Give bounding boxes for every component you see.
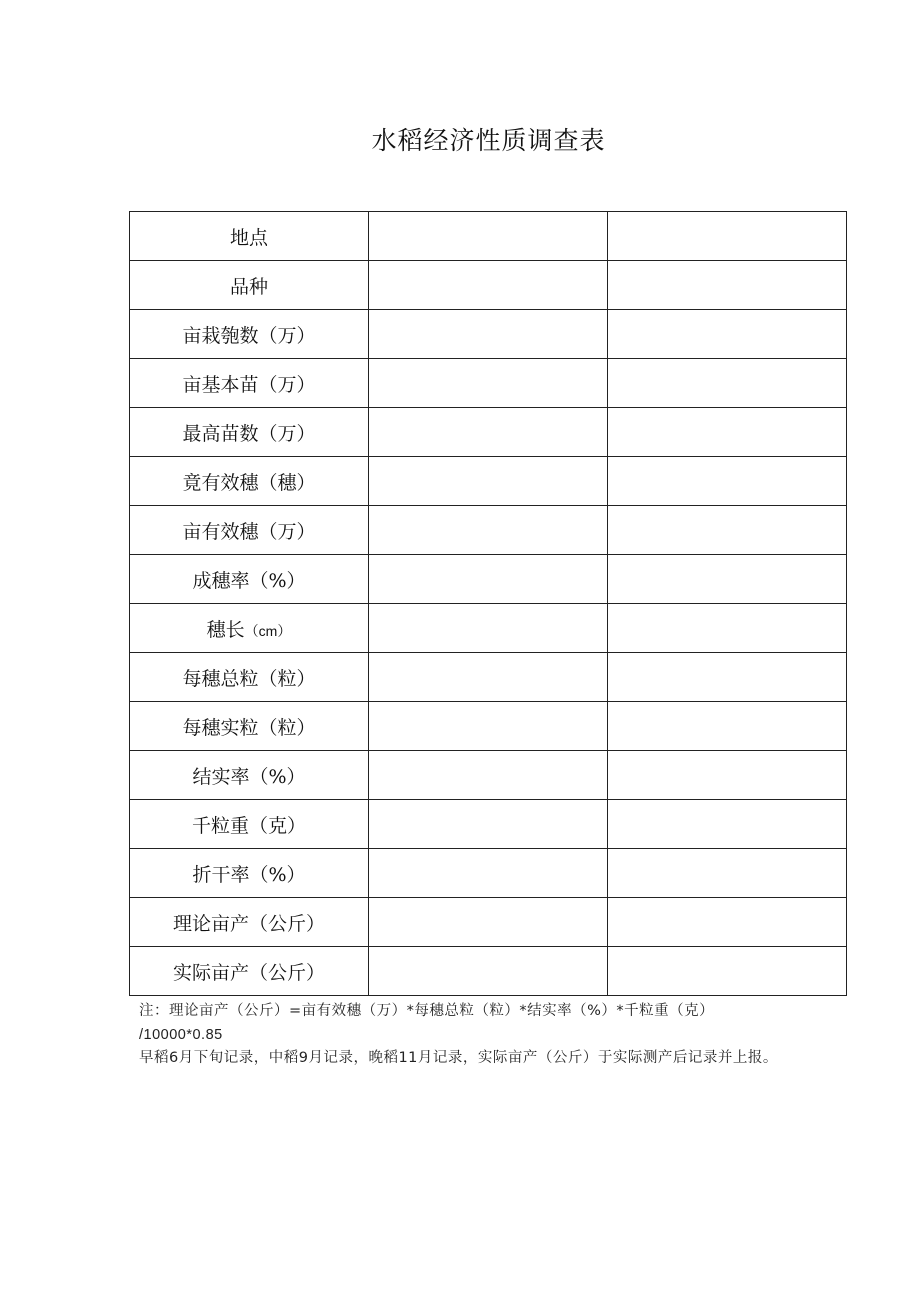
- row-label-cell: [130, 604, 369, 653]
- row-label: 竟有效穗（穗）: [130, 457, 369, 506]
- row-label: 每穗总粒（粒）: [130, 653, 369, 702]
- entry-cell[interactable]: [369, 359, 608, 408]
- row-label: 成穗率（%）: [130, 555, 369, 604]
- entry-cell[interactable]: [369, 702, 608, 751]
- row-label: 亩栽匏数（万）: [130, 310, 369, 359]
- entry-cell[interactable]: [608, 555, 847, 604]
- table-row: [130, 653, 847, 702]
- row-label: 每穗实粒（粒）: [130, 702, 369, 751]
- row-label: 品种: [130, 261, 369, 310]
- row-label: 实际亩产（公斤）: [130, 947, 369, 996]
- table-row: [130, 212, 847, 261]
- entry-cell[interactable]: [608, 898, 847, 947]
- entry-cell[interactable]: [369, 849, 608, 898]
- row-label: 最高苗数（万）: [130, 408, 369, 457]
- footnote: [139, 1000, 849, 1071]
- entry-cell[interactable]: [369, 261, 608, 310]
- row-label: 地点: [130, 212, 369, 261]
- entry-cell[interactable]: [369, 212, 608, 261]
- entry-cell[interactable]: [369, 653, 608, 702]
- table-row: [130, 947, 847, 996]
- entry-cell[interactable]: [369, 408, 608, 457]
- table-row: [130, 800, 847, 849]
- entry-cell[interactable]: [608, 653, 847, 702]
- table-row: [130, 359, 847, 408]
- entry-cell[interactable]: [608, 849, 847, 898]
- entry-cell[interactable]: [369, 800, 608, 849]
- entry-cell[interactable]: [608, 212, 847, 261]
- survey-table: [129, 211, 847, 996]
- entry-cell[interactable]: [369, 310, 608, 359]
- row-label: 亩有效穗（万）: [130, 506, 369, 555]
- table-row: [130, 408, 847, 457]
- row-label: 亩基本苗（万）: [130, 359, 369, 408]
- entry-cell[interactable]: [369, 506, 608, 555]
- entry-cell[interactable]: [608, 604, 847, 653]
- entry-cell[interactable]: [608, 702, 847, 751]
- entry-cell[interactable]: [608, 751, 847, 800]
- formula-note: 注：理论亩产（公斤）=亩有效穗（万）*每穗总粒（粒）*结实率（%）*千粒重（克）: [139, 1003, 715, 1019]
- row-label: 折干率（%）: [130, 849, 369, 898]
- page-title: 水稻经济性质调查表: [371, 126, 606, 155]
- table-row: [130, 555, 847, 604]
- table-row: [130, 604, 847, 653]
- table-row: [130, 310, 847, 359]
- table-row: [130, 898, 847, 947]
- entry-cell[interactable]: [608, 947, 847, 996]
- entry-cell[interactable]: [369, 457, 608, 506]
- entry-cell[interactable]: [608, 800, 847, 849]
- table-row: [130, 702, 847, 751]
- formula-note-continued: /10000*0.85: [139, 1026, 223, 1043]
- row-label: 理论亩产（公斤）: [130, 898, 369, 947]
- recording-instructions: 早稻6月下旬记录，中稻9月记录，晚稻11月记录，实际亩产（公斤）于实际测产后记录并上报。: [139, 1050, 778, 1066]
- row-label: 结实率（%）: [130, 751, 369, 800]
- table-row: [130, 457, 847, 506]
- entry-cell[interactable]: [608, 359, 847, 408]
- entry-cell[interactable]: [369, 947, 608, 996]
- entry-cell[interactable]: [369, 604, 608, 653]
- table-row: [130, 849, 847, 898]
- entry-cell[interactable]: [369, 751, 608, 800]
- row-label: 千粒重（克）: [130, 800, 369, 849]
- entry-cell[interactable]: [608, 310, 847, 359]
- entry-cell[interactable]: [369, 555, 608, 604]
- row-unit: （cm）: [244, 622, 292, 639]
- table-row: [130, 261, 847, 310]
- entry-cell[interactable]: [369, 898, 608, 947]
- row-label: 穗长: [206, 618, 245, 641]
- table-row: [130, 751, 847, 800]
- entry-cell[interactable]: [608, 506, 847, 555]
- entry-cell[interactable]: [608, 408, 847, 457]
- entry-cell[interactable]: [608, 261, 847, 310]
- entry-cell[interactable]: [608, 457, 847, 506]
- table-row: [130, 506, 847, 555]
